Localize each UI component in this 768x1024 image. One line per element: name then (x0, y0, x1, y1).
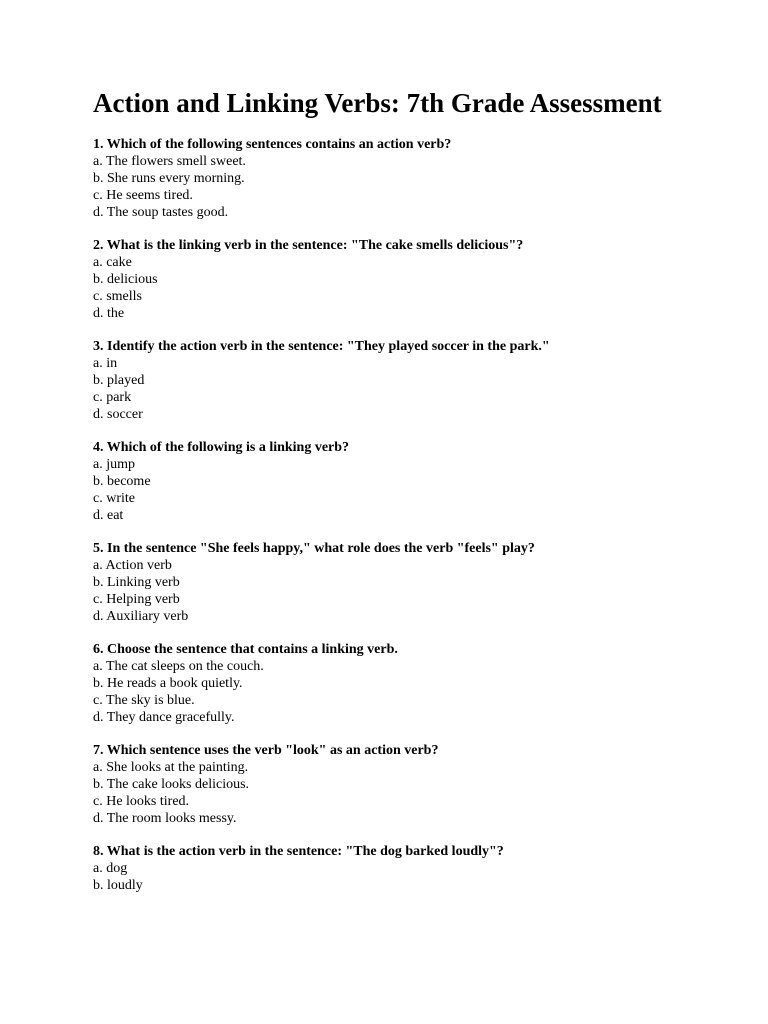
question-text: 3. Identify the action verb in the sentence: "They played soccer in the park." (93, 339, 550, 354)
answer-option: d. the (93, 306, 125, 321)
answer-option: a. She looks at the painting. (93, 760, 249, 775)
question-6 (93, 641, 693, 726)
answer-option: a. in (93, 356, 118, 371)
answer-option: d. They dance gracefully. (93, 710, 235, 725)
answer-option: a. dog (93, 861, 128, 876)
answer-option: c. smells (93, 289, 142, 304)
answer-option: b. He reads a book quietly. (93, 676, 243, 691)
page-title: Action and Linking Verbs: 7th Grade Assessment (93, 88, 662, 118)
answer-option: c. write (93, 491, 135, 506)
question-text: 2. What is the linking verb in the sentence: "The cake smells delicious"? (93, 238, 524, 253)
answer-option: c. Helping verb (93, 592, 180, 607)
question-text: 8. What is the action verb in the sentence: "The dog barked loudly"? (93, 844, 504, 859)
question-2 (93, 237, 693, 322)
question-7 (93, 742, 693, 827)
question-text: 1. Which of the following sentences contains an action verb? (93, 137, 452, 152)
question-3 (93, 338, 693, 423)
question-text: 7. Which sentence uses the verb "look" as an action verb? (93, 743, 439, 758)
answer-option: b. She runs every morning. (93, 171, 245, 186)
answer-option: d. soccer (93, 407, 143, 422)
answer-option: b. become (93, 474, 151, 489)
answer-option: d. eat (93, 508, 124, 523)
answer-option: c. He looks tired. (93, 794, 190, 809)
answer-option: d. The room looks messy. (93, 811, 237, 826)
answer-option: b. The cake looks delicious. (93, 777, 250, 792)
question-1 (93, 136, 693, 221)
answer-option: a. The cat sleeps on the couch. (93, 659, 264, 674)
question-4 (93, 439, 693, 524)
answer-option: b. loudly (93, 878, 143, 893)
document-page (93, 86, 693, 910)
answer-option: d. Auxiliary verb (93, 609, 189, 624)
question-text: 4. Which of the following is a linking verb? (93, 440, 350, 455)
answer-option: d. The soup tastes good. (93, 205, 229, 220)
answer-option: b. delicious (93, 272, 158, 287)
question-5 (93, 540, 693, 625)
answer-option: c. The sky is blue. (93, 693, 195, 708)
question-text: 5. In the sentence "She feels happy," what role does the verb "feels" play? (93, 541, 535, 556)
answer-option: b. Linking verb (93, 575, 180, 590)
answer-option: b. played (93, 373, 145, 388)
answer-option: a. jump (93, 457, 135, 472)
answer-option: a. The flowers smell sweet. (93, 154, 246, 169)
answer-option: c. He seems tired. (93, 188, 193, 203)
question-8 (93, 843, 693, 894)
answer-option: c. park (93, 390, 132, 405)
question-text: 6. Choose the sentence that contains a linking verb. (93, 642, 398, 657)
answer-option: a. cake (93, 255, 132, 270)
answer-option: a. Action verb (93, 558, 172, 573)
